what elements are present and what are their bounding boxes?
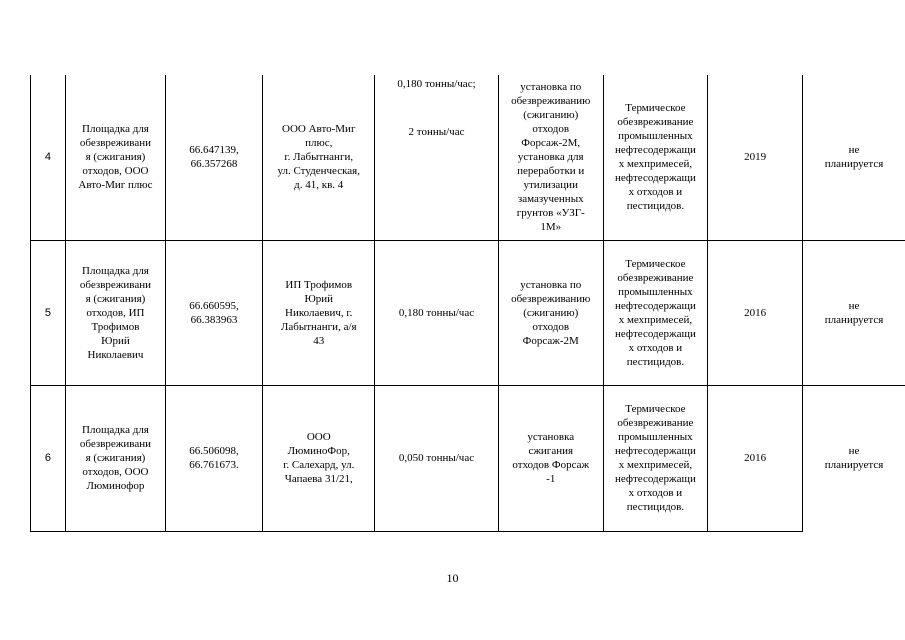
facility-equipment: установка по обезвреживанию (сжиганию) отходов Форсаж-2М, установка для переработки и утилизации замазученных грунтов «УЗГ- 1М» [498, 75, 603, 240]
facility-purpose: Термическое обезвреживание промышленных нефтесодержащи х мехпримесей, нефтесодержащи х отходов и пестицидов. [603, 385, 707, 531]
facility-year: 2019 [708, 75, 803, 240]
facility-equipment: установка сжигания отходов Форсаж -1 [498, 385, 603, 531]
capacity-line-1: 0,180 тонны/час; [397, 78, 476, 90]
table-row [31, 75, 905, 240]
facility-coordinates: 66.647139, 66.357268 [165, 75, 262, 240]
facility-capacity: 0,180 тонны/час [375, 240, 498, 385]
facility-capacity [375, 75, 498, 240]
facility-name: Площадка для обезвреживани я (сжигания) отходов, ООО Люминофор [65, 385, 165, 531]
facilities-table [30, 75, 905, 532]
capacity-line-2: 2 тонны/час [408, 126, 465, 138]
facility-plan: не планируется [803, 75, 905, 240]
facility-coordinates: 66.506098, 66.761673. [165, 385, 262, 531]
facility-purpose: Термическое обезвреживание промышленных нефтесодержащи х мехпримесей, нефтесодержащи х отходов и пестицидов. [603, 240, 707, 385]
facility-owner: ООО ЛюминоФор, г. Салехард, ул. Чапаева 31/21, [263, 385, 375, 531]
row-number: 6 [31, 385, 66, 531]
facility-year: 2016 [708, 385, 803, 531]
row-number: 5 [31, 240, 66, 385]
facility-purpose: Термическое обезвреживание промышленных нефтесодержащи х мехпримесей, нефтесодержащи х отходов и пестицидов. [603, 75, 707, 240]
table-row [31, 385, 905, 531]
facility-plan: не планируется [803, 240, 905, 385]
facility-owner: ИП Трофимов Юрий Николаевич, г. Лабытнанги, а/я 43 [263, 240, 375, 385]
facility-year: 2016 [708, 240, 803, 385]
page-number: 10 [446, 571, 459, 585]
facility-equipment: установка по обезвреживанию (сжиганию) отходов Форсаж-2М [498, 240, 603, 385]
facility-owner: ООО Авто-Миг плюс, г. Лабытнанги, ул. Студенческая, д. 41, кв. 4 [263, 75, 375, 240]
facility-name: Площадка для обезвреживани я (сжигания) отходов, ООО Авто-Миг плюс [65, 75, 165, 240]
facility-name: Площадка для обезвреживани я (сжигания) отходов, ИП Трофимов Юрий Николаевич [65, 240, 165, 385]
facility-coordinates: 66.660595, 66.383963 [165, 240, 262, 385]
table-row [31, 240, 905, 385]
facility-capacity: 0,050 тонны/час [375, 385, 498, 531]
facility-plan: не планируется [803, 385, 905, 531]
row-number: 4 [31, 75, 66, 240]
